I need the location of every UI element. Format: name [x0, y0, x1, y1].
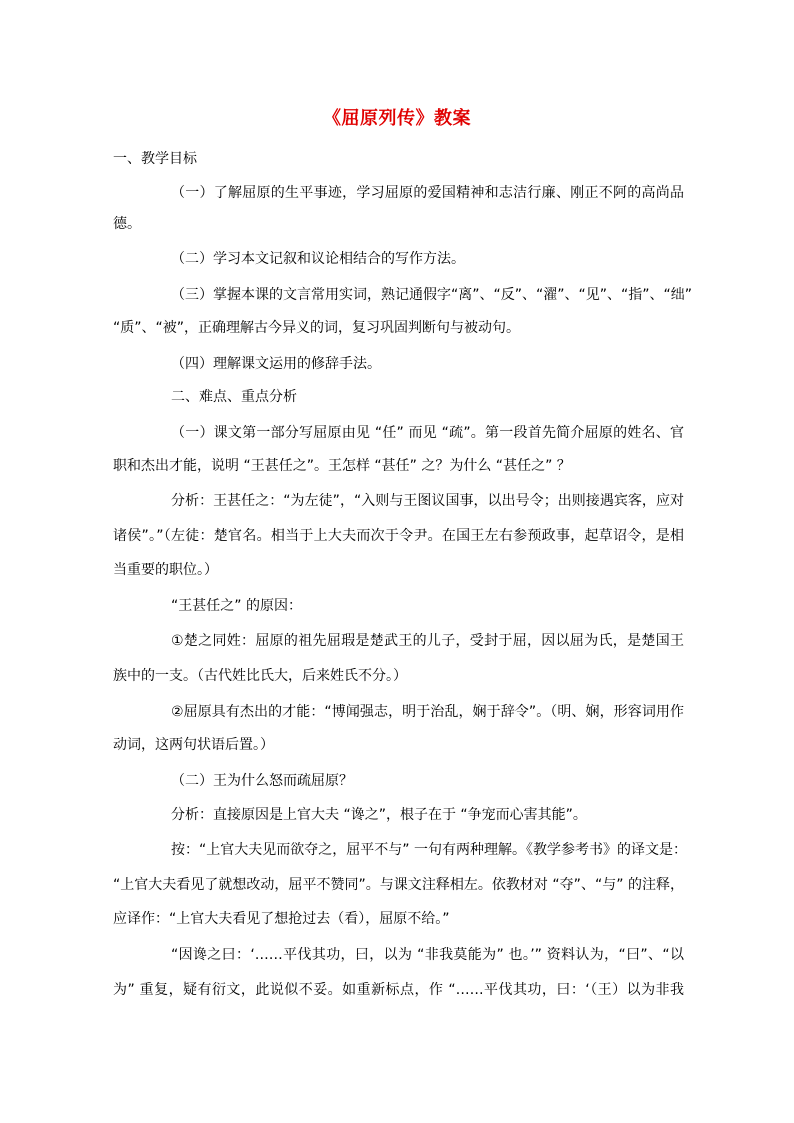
paragraph-line: （二）王为什么怒而疏屈原？: [171, 773, 353, 789]
paragraph-line: “质”、“被”，正确理解古今异义的词，复习巩固判断句与被动句。: [113, 320, 521, 336]
paragraph-line: 分析：王甚任之：“为左徒”，“入则与王图议国事，以出号令；出则接遇宾客，应对: [171, 493, 684, 509]
paragraph-line: ①楚之同姓：屈原的祖先屈瑕是楚武王的儿子，受封于屈，因以屈为氏，是楚国王: [171, 633, 684, 649]
paragraph-line: （二）学习本文记叙和议论相结合的写作方法。: [171, 251, 465, 267]
paragraph-line: 诸侯”。”（左徒：楚官名。相当于上大夫而次于令尹。在国王左右参预政事，起草诏令，是相: [113, 528, 684, 544]
paragraph-line: 德。: [113, 216, 141, 232]
paragraph-line: （三）掌握本课的文言常用实词，熟记通假字“离”、“反”、“濯”、“见”、“指”、“绌”: [171, 287, 693, 303]
paragraph-line: 应译作：“上官大夫看见了想抢过去（看），屈原不给。”: [113, 911, 450, 927]
paragraph-line: 为” 重复，疑有衍文，此说似不妥。如重新标点，作 “……平伐其功，曰：‘（王）以为非我: [113, 982, 684, 998]
paragraph-line: “上官大夫看见了就想改动，屈平不赞同”。与课文注释相左。依教材对 “夺”、“与” 的注释，: [113, 877, 684, 893]
paragraph-line: 分析：直接原因是上官大夫 “谗之”，根子在于 “争宠而心害其能”。: [171, 807, 587, 823]
paragraph-line: （四）理解课文运用的修辞手法。: [171, 356, 381, 372]
section-heading: 二、难点、重点分析: [171, 389, 297, 405]
paragraph-line: 职和杰出才能，说明 “王甚任之”。王怎样 “甚任” 之？为什么 “甚任之” ？: [113, 458, 571, 474]
paragraph-line: （一）了解屈原的生平事迹，学习屈原的爱国精神和志洁行廉、刚正不阿的高尚品: [171, 185, 684, 201]
section-heading: 一、教学目标: [113, 151, 197, 167]
paragraph-line: “王甚任之” 的原因：: [171, 598, 302, 614]
paragraph-line: （一）课文第一部分写屈原由见 “任” 而见 “疏”。第一段首先简介屈原的姓名、官: [171, 425, 684, 441]
paragraph-line: 动词，这两句状语后置。）: [113, 737, 274, 753]
paragraph-line: 族中的一支。（古代姓比氏大，后来姓氏不分。）: [113, 668, 407, 684]
document-title: 《屈原列传》教案: [323, 108, 471, 129]
paragraph-line: “因谗之曰：‘……平伐其功，曰，以为 “非我莫能为” 也。’” 资料认为，“曰”、“以: [171, 947, 684, 963]
paragraph-line: 按：“上官大夫见而欲夺之，屈平不与” 一句有两种理解。《教学参考书》的译文是：: [171, 842, 687, 858]
paragraph-line: ②屈原具有杰出的才能：“博闻强志，明于治乱，娴于辞令”。（明、娴，形容词用作: [171, 704, 684, 720]
paragraph-line: 当重要的职位。）: [113, 562, 218, 578]
